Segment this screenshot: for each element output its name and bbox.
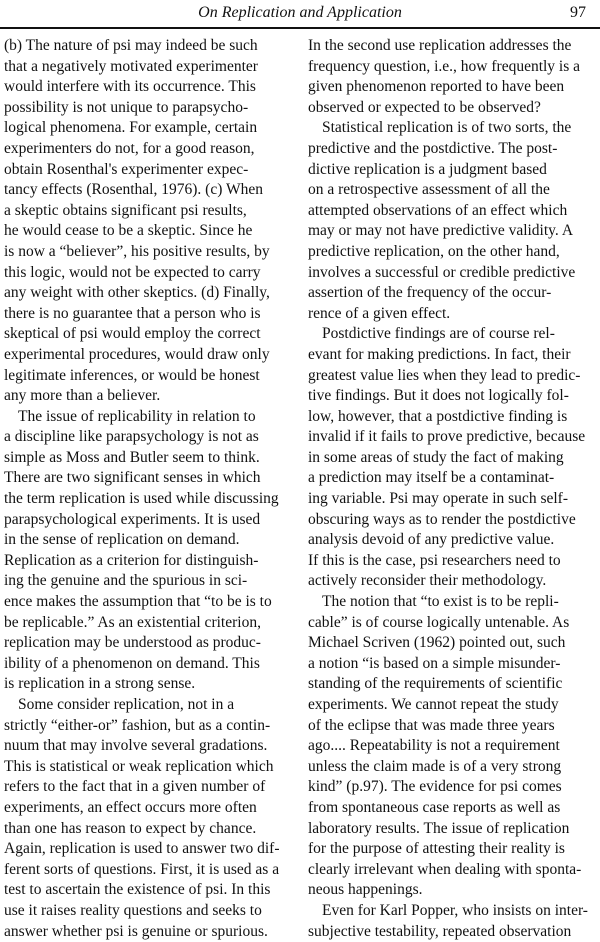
text-line: The notion that “to exist is to be repli- (322, 593, 559, 611)
text-line: assertion of the frequency of the occur- (308, 284, 552, 302)
text-line: for the purpose of attesting their reality is (308, 840, 565, 858)
text-line: that a negatively motivated experimenter (4, 57, 258, 75)
text-line: invalid if it fails to prove predictive, because (308, 428, 586, 446)
text-line: tive findings. But it does not logically fol- (308, 387, 569, 405)
text-line: logical phenomena. For example, certain (4, 119, 258, 137)
text-line: obtain Rosenthal's experimenter expec- (4, 160, 249, 178)
text-line: from spontaneous case reports as well as (308, 798, 561, 816)
text-line: parapsychological experiments. It is used (4, 510, 261, 528)
text-line: replication may be understood as produc- (4, 634, 261, 652)
text-line: Even for Karl Popper, who insists on inter- (322, 901, 588, 919)
text-line: Again, replication is used to answer two dif- (4, 840, 280, 858)
text-line: dictive replication is a judgment based (308, 160, 547, 178)
text-line: predictive replication, on the other hand, (308, 242, 560, 260)
text-line: unless the claim made is of a very strong (308, 757, 562, 775)
text-line: If this is the case, psi researchers need to (308, 551, 561, 569)
text-line: he would cease to be a skeptic. Since he (4, 222, 253, 240)
text-line: this logic, would not be expected to carry (4, 263, 261, 281)
text-line: analysis devoid of any predictive value. (308, 531, 555, 549)
text-line: In the second use replication addresses the (308, 37, 572, 54)
text-line: neous happenings. (308, 881, 423, 899)
text-line: Replication as a criterion for distinguish- (4, 551, 259, 569)
text-line: This is statistical or weak replication which (4, 757, 274, 775)
text-line: strictly “either-or” fashion, but as a contin- (4, 716, 271, 734)
text-line: Some consider replication, not in a (18, 696, 235, 713)
text-line: simple as Moss and Butler seem to think. (4, 448, 260, 466)
text-line: greatest value lies when they lead to predic- (308, 366, 581, 384)
page-header (0, 0, 600, 26)
text-line: experimental procedures, would draw only (4, 345, 270, 363)
text-line: predictive and the postdictive. The post- (308, 139, 558, 157)
text-line: evant for making predictions. In fact, their (308, 345, 571, 363)
text-line: there is no guarantee that a person who is (4, 304, 261, 322)
running-title: On Replication and Application (198, 4, 402, 21)
text-line: the term replication is used while discussing (4, 490, 279, 508)
text-line: any weight with other skeptics. (d) Finally, (4, 284, 270, 302)
text-line: attempted observations of an effect which (308, 201, 568, 219)
text-line: any more than a believer. (4, 387, 161, 405)
text-line: a skeptic obtains significant psi results, (4, 201, 247, 219)
text-line: skeptical of psi would employ the correct (4, 325, 261, 343)
text-line: refers to the fact that in a given number of (4, 778, 266, 796)
text-line: a notion “is based on a simple misunder- (308, 654, 561, 672)
text-line: standing of the requirements of scientific (308, 675, 563, 693)
text-line: frequency question, i.e., how frequently is a (308, 57, 581, 75)
text-line: test to ascertain the existence of psi. In this (4, 881, 271, 899)
right-column (308, 36, 596, 942)
text-line: ibility of a phenomenon on demand. This (4, 654, 260, 672)
text-line: than one has reason to expect by chance. (4, 819, 257, 837)
text-line: ing variable. Psi may operate in such self- (308, 490, 568, 508)
text-line: rence of a given effect. (308, 304, 451, 322)
text-line: ferent sorts of questions. First, it is used as a (4, 860, 280, 878)
page-number: 97 (570, 4, 586, 21)
text-line: kind” (p.97). The evidence for psi comes (308, 778, 562, 796)
text-line: experiments, an effect occurs more often (4, 798, 257, 816)
text-line: experiments. We cannot repeat the study (308, 696, 559, 713)
text-line: tancy effects (Rosenthal, 1976). (c) When (4, 181, 263, 199)
text-line: obscuring ways as to render the postdictive (308, 510, 576, 528)
text-line: in some areas of study the fact of making (308, 448, 564, 466)
text-line: is now a “believer”, his positive results, by (4, 242, 270, 260)
left-column (4, 36, 296, 942)
text-line: on a retrospective assessment of all the (308, 181, 550, 199)
text-line: legitimate inferences, or would be honest (4, 366, 260, 384)
text-line: ago.... Repeatability is not a requirement (308, 737, 560, 755)
text-line: Michael Scriven (1962) pointed out, such (308, 634, 566, 652)
text-line: The issue of replicability in relation to (18, 407, 256, 425)
header-rule (0, 27, 600, 29)
text-line: actively reconsider their methodology. (308, 572, 547, 590)
text-line: ing the genuine and the spurious in sci- (4, 572, 248, 590)
text-line: a discipline like parapsychology is not as (4, 428, 259, 446)
text-line: given phenomenon reported to have been (308, 78, 565, 96)
text-line: answer whether psi is genuine or spurious. (4, 922, 268, 940)
text-line: There are two significant senses in which (4, 469, 261, 487)
text-line: involves a successful or credible predictive (308, 263, 576, 281)
text-line: ence makes the assumption that “to be is to (4, 593, 272, 611)
text-line: be replicable.” As an existential criterion, (4, 613, 261, 631)
text-line: cable” is of course logically untenable. As (308, 613, 570, 631)
text-line: observed or expected to be observed? (308, 98, 541, 116)
text-line: experimenters do not, for a good reason, (4, 139, 255, 157)
text-line: use it raises reality questions and seeks to (4, 901, 262, 919)
text-line: is replication in a strong sense. (4, 675, 196, 693)
text-line: Postdictive findings are of course rel- (322, 325, 555, 343)
text-line: laboratory results. The issue of replication (308, 819, 570, 837)
text-line: would interfere with its occurrence. This (4, 78, 256, 96)
text-line: subjective testability, repeated observation (308, 922, 572, 940)
text-line: low, however, that a postdictive finding is (308, 407, 568, 425)
text-line: a prediction may itself be a contaminat- (308, 469, 555, 487)
text-line: (b) The nature of psi may indeed be such (4, 37, 258, 54)
text-line: of the eclipse that was made three years (308, 716, 555, 734)
text-line: Statistical replication is of two sorts, the (322, 119, 572, 137)
text-line: nuum that may involve several gradations. (4, 737, 268, 755)
text-line: in the sense of replication on demand. (4, 531, 240, 549)
text-line: clearly irrelevant when dealing with sponta- (308, 860, 582, 878)
text-line: possibility is not unique to parapsycho- (4, 98, 249, 116)
text-line: may or may not have predictive validity. A (308, 222, 574, 240)
